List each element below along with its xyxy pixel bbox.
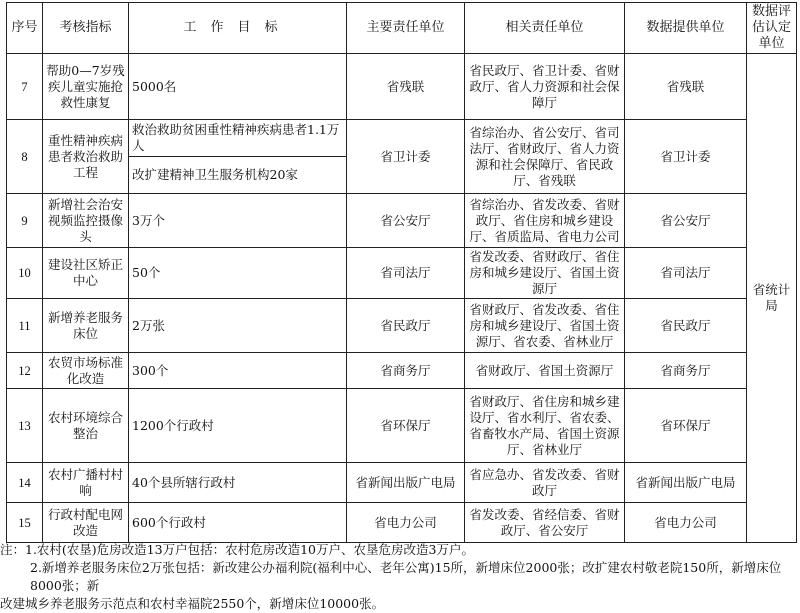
- header-eval-unit: 数据评估认定单位: [747, 3, 797, 54]
- row-seq: 14: [7, 463, 43, 503]
- row-main-unit: 省新闻出版广电局: [347, 463, 465, 503]
- row-related-unit: 省发改委、省经信委、省财政厅、省公安厅: [465, 503, 625, 543]
- table-row: [7, 299, 797, 353]
- row-goal: 1200个行政村: [129, 389, 347, 463]
- row-main-unit: 省公安厅: [347, 194, 465, 248]
- row-main-unit: 省环保厅: [347, 389, 465, 463]
- row-data-unit: 省环保厅: [625, 389, 747, 463]
- footnote-2-continued: 改建城乡养老服务示范点和农村幸福院2550个，新增床位10000张。: [0, 596, 385, 611]
- row-related-unit: 省综治办、省发改委、省财政厅、省住房和城乡建设厅、省质监局、省电力公司: [465, 194, 625, 248]
- header-row: [7, 3, 797, 54]
- row-related-unit: 省财政厅、省国土资源厅: [465, 353, 625, 389]
- row-seq: 15: [7, 503, 43, 543]
- row-main-unit: 省残联: [347, 54, 465, 120]
- row-related-unit: 省财政厅、省发改委、省住房和城乡建设厅、省国土资源厅、省农委、省林业厅: [465, 299, 625, 353]
- row-data-unit: 省公安厅: [625, 194, 747, 248]
- row-indicator: 建设社区矫正中心: [43, 248, 129, 299]
- row-related-unit: 省民政厅、省卫计委、省财政厅、省人力资源和社会保障厅: [465, 54, 625, 120]
- table-row: [7, 389, 797, 463]
- row-goal: 600个行政村: [129, 503, 347, 543]
- row-goal: 40个县所辖行政村: [129, 463, 347, 503]
- table-row: [7, 54, 797, 120]
- header-goal: 工作目标: [129, 3, 347, 54]
- table-row: [7, 353, 797, 389]
- table-row: [7, 120, 797, 157]
- row-data-unit: 省残联: [625, 54, 747, 120]
- row-main-unit: 省卫计委: [347, 120, 465, 194]
- row-main-unit: 省司法厅: [347, 248, 465, 299]
- row-data-unit: 省电力公司: [625, 503, 747, 543]
- footnote-2: 2.新增养老服务床位2万张包括：新改建公办福利院(福利中心、老年公寓)15所，新增床位2000张；改扩建农村敬老院150所，新增床位8000张；新: [30, 560, 782, 593]
- table-row: [7, 248, 797, 299]
- footnote-1: 注：1.农村(农垦)危房改造13万户包括：农村危房改造10万户、农垦危房改造3万户。: [0, 542, 474, 557]
- row-seq: 9: [7, 194, 43, 248]
- row-data-unit: 省新闻出版广电局: [625, 463, 747, 503]
- row-goal: 2万张: [129, 299, 347, 353]
- document-page: [6, 2, 796, 543]
- row-related-unit: 省财政厅、省住房和城乡建设厅、省水利厅、省农委、省畜牧水产局、省国土资源厅、省林业厅: [465, 389, 625, 463]
- row-data-unit: 省民政厅: [625, 299, 747, 353]
- row-seq: 11: [7, 299, 43, 353]
- row-indicator: 新增社会治安视频监控摄像头: [43, 194, 129, 248]
- row-indicator: 新增养老服务床位: [43, 299, 129, 353]
- row-goal: 救治救助贫困重性精神疾病患者1.1万人: [129, 120, 347, 157]
- row-main-unit: 省电力公司: [347, 503, 465, 543]
- table-row: [7, 503, 797, 543]
- header-indicator: 考核指标: [43, 3, 129, 54]
- footnotes: [0, 541, 790, 613]
- row-seq: 8: [7, 120, 43, 194]
- row-indicator: 行政村配电网改造: [43, 503, 129, 543]
- row-related-unit: 省发改委、省财政厅、省住房和城乡建设厅、省国土资源厅: [465, 248, 625, 299]
- row-indicator: 重性精神疾病患者救治救助工程: [43, 120, 129, 194]
- table-row: [7, 463, 797, 503]
- row-indicator: 帮助0—7岁残疾儿童实施抢救性康复: [43, 54, 129, 120]
- row-goal: 3万个: [129, 194, 347, 248]
- row-main-unit: 省商务厅: [347, 353, 465, 389]
- header-main-unit: 主要责任单位: [347, 3, 465, 54]
- work-targets-table: [6, 2, 797, 543]
- row-main-unit: 省民政厅: [347, 299, 465, 353]
- row-indicator: 农村广播村村响: [43, 463, 129, 503]
- header-related-unit: 相关责任单位: [465, 3, 625, 54]
- row-data-unit: 省商务厅: [625, 353, 747, 389]
- row-goal: 50个: [129, 248, 347, 299]
- header-data-unit: 数据提供单位: [625, 3, 747, 54]
- row-seq: 7: [7, 54, 43, 120]
- row-related-unit: 省应急办、省发改委、省财政厅: [465, 463, 625, 503]
- eval-unit-cell: 省统计局: [747, 54, 797, 543]
- row-goal: 300个: [129, 353, 347, 389]
- row-seq: 13: [7, 389, 43, 463]
- row-indicator: 农村环境综合整治: [43, 389, 129, 463]
- row-related-unit: 省综治办、省公安厅、省司法厅、省财政厅、省人力资源和社会保障厅、省民政厅、省残联: [465, 120, 625, 194]
- row-seq: 10: [7, 248, 43, 299]
- table-row: [7, 194, 797, 248]
- row-indicator: 农贸市场标准化改造: [43, 353, 129, 389]
- row-data-unit: 省卫计委: [625, 120, 747, 194]
- header-seq: 序号: [7, 3, 43, 54]
- row-data-unit: 省司法厅: [625, 248, 747, 299]
- row-goal: 5000名: [129, 54, 347, 120]
- row-goal-secondary: 改扩建精神卫生服务机构20家: [129, 157, 347, 194]
- row-seq: 12: [7, 353, 43, 389]
